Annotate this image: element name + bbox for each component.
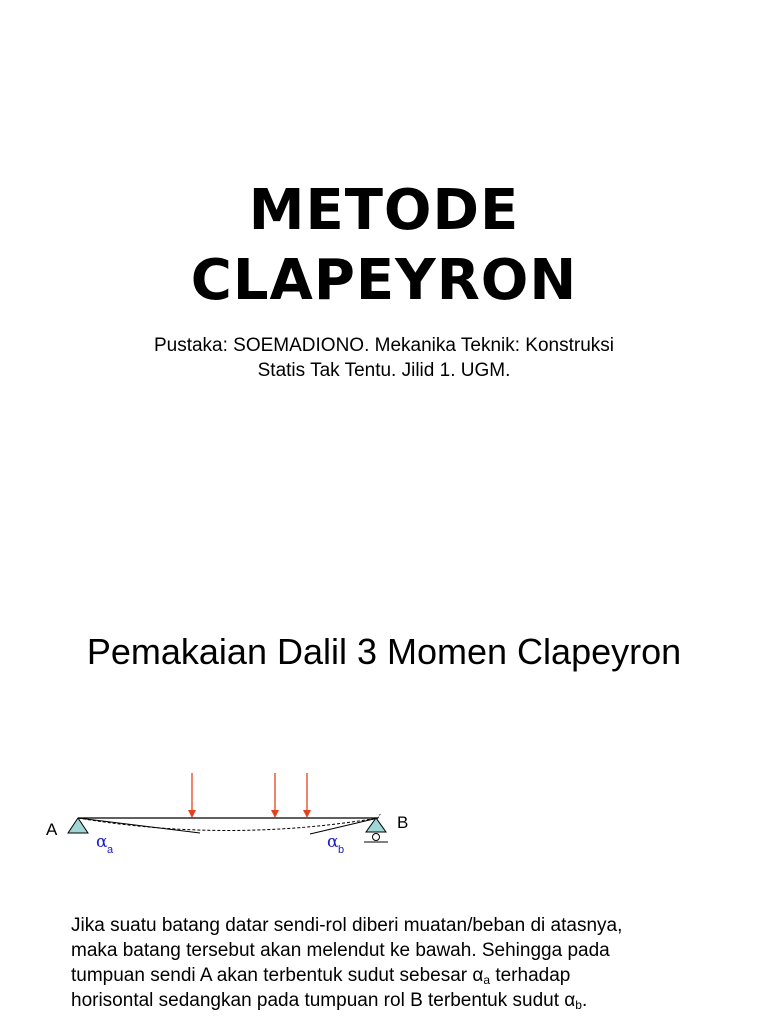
paragraph-line-4: horisontal sedangkan pada tumpuan rol B terbentuk sudut $\alpha_b$. — [71, 990, 588, 1012]
load-arrow — [188, 773, 196, 818]
pin-support-a — [68, 818, 88, 833]
beam-diagram — [40, 765, 440, 865]
alpha-b-label — [327, 832, 344, 856]
reference-text — [0, 333, 768, 383]
paragraph-line-1: Jika suatu batang datar sendi-rol diberi muatan/beban di atasnya, — [71, 915, 623, 936]
svg-text:α: α — [96, 832, 108, 852]
tangent-ext-b — [378, 813, 381, 818]
label-a: A — [46, 820, 58, 839]
title-line-1: METODE — [248, 178, 520, 243]
slide-title — [0, 176, 768, 316]
svg-text:b: b — [338, 844, 345, 856]
roller-support-b — [364, 818, 388, 842]
reference-line-2: Statis Tak Tentu. Jilid 1. UGM. — [257, 360, 511, 381]
explanation-paragraph — [71, 913, 731, 1013]
tangent-line-a — [78, 818, 200, 833]
load-arrow — [271, 773, 279, 818]
title-line-2: CLAPEYRON — [190, 248, 578, 313]
paragraph-line-2: maka batang tersebut akan melendut ke bawah. Sehingga pada — [71, 940, 610, 961]
alpha-a-label — [96, 832, 114, 856]
svg-text:a: a — [107, 844, 114, 856]
section-title: Pemakaian Dalil 3 Momen Clapeyron — [86, 631, 682, 672]
svg-text:α: α — [327, 832, 339, 852]
reference-line-1: Pustaka: SOEMADIONO. Mekanika Teknik: Konstruksi — [153, 335, 615, 356]
load-arrow — [303, 773, 311, 818]
paragraph-line-3: tumpuan sendi A akan terbentuk sudut sebesar $\alpha_a$ terhadap — [71, 965, 571, 987]
label-b: B — [397, 813, 409, 832]
